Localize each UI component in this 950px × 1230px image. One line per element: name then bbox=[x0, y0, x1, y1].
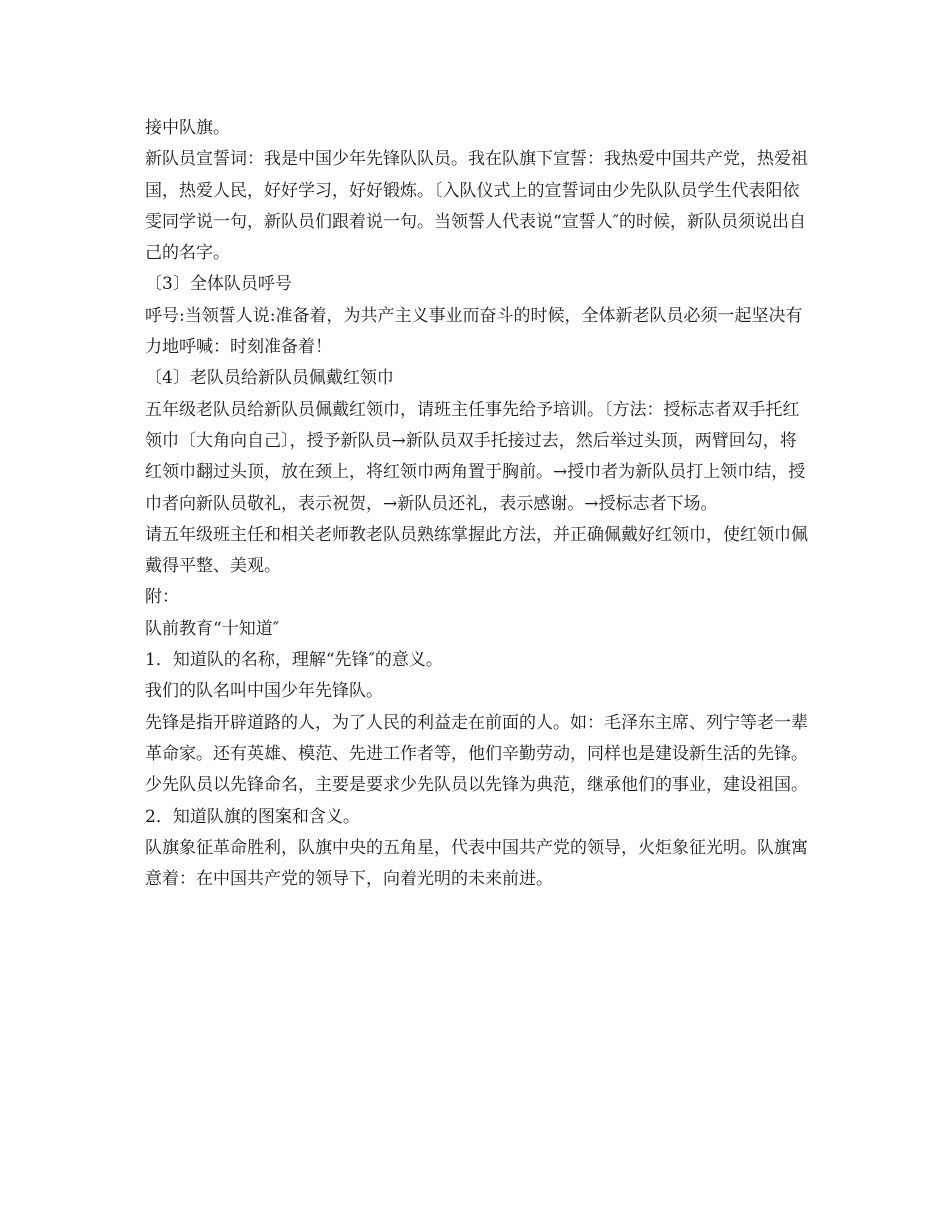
paragraph-receive-flag: 接中队旗。 bbox=[145, 118, 230, 138]
item-heading-2: 2．知道队旗的图案和含义。 bbox=[145, 806, 360, 827]
paragraph-red-scarf-method: 五年级老队员给新队员佩戴红领巾，请班主任事先给予培训。〔方法：授标志者双手托红领巾〔大角向自己〕，授予新队员→新队员双手托接过去，然后举过头顶，两臂回勾，将红领巾翻过头顶，放在颈上，将红领巾两角置于胸前。→授巾者为新队员打上领巾结，授巾者向新队员敬礼，表示祝贺，→新队员还礼，表示感谢。→授标志者下场。 bbox=[145, 399, 806, 514]
paragraph-pioneer-meaning: 先锋是指开辟道路的人，为了人民的利益走在前面的人。如：毛泽东主席、列宁等老一辈革命家。还有英雄、模范、先进工作者等，他们辛勤劳动，同样也是建设新生活的先锋。少先队员以先锋命名，主要是要求少先队员以先锋为典范，继承他们的事业，建设祖国。 bbox=[145, 712, 808, 796]
paragraph-slogan: 呼号:当领誓人说:准备着，为共产主义事业而奋斗的时候，全体新老队员必须一起坚决有力地呼喊：时刻准备着！ bbox=[145, 305, 803, 358]
paragraph-teacher-instruction: 请五年级班主任和相关老师教老队员熟练掌握此方法，并正确佩戴好红领巾，使红领巾佩戴得平整、美观。 bbox=[145, 524, 808, 577]
section-heading-red-scarf: 〔4〕老队员给新队员佩戴红领巾 bbox=[145, 368, 394, 389]
item-heading-1: 1．知道队的名称，理解“先锋″的意义。 bbox=[145, 650, 443, 671]
appendix-title: 队前教育“十知道″ bbox=[145, 618, 280, 639]
paragraph-team-name: 我们的队名叫中国少年先锋队。 bbox=[145, 681, 383, 702]
section-heading-slogan: 〔3〕全体队员呼号 bbox=[145, 274, 292, 295]
paragraph-flag-meaning: 队旗象征革命胜利，队旗中央的五角星，代表中国共产党的领导，火炬象征光明。队旗寓意着：在中国共产党的领导下，向着光明的未来前进。 bbox=[145, 837, 808, 890]
document-body bbox=[145, 113, 810, 895]
appendix-label: 附： bbox=[145, 587, 179, 608]
paragraph-oath-text: 新队员宣誓词：我是中国少年先锋队队员。我在队旗下宣誓：我热爱中国共产党，热爱祖国，热爱人民，好好学习，好好锻炼。〔入队仪式上的宣誓词由少先队队员学生代表阳依雯同学说一句，新队员们跟着说一句。当领誓人代表说“宣誓人″的时候，新队员须说出自己的名字。 bbox=[145, 149, 808, 264]
